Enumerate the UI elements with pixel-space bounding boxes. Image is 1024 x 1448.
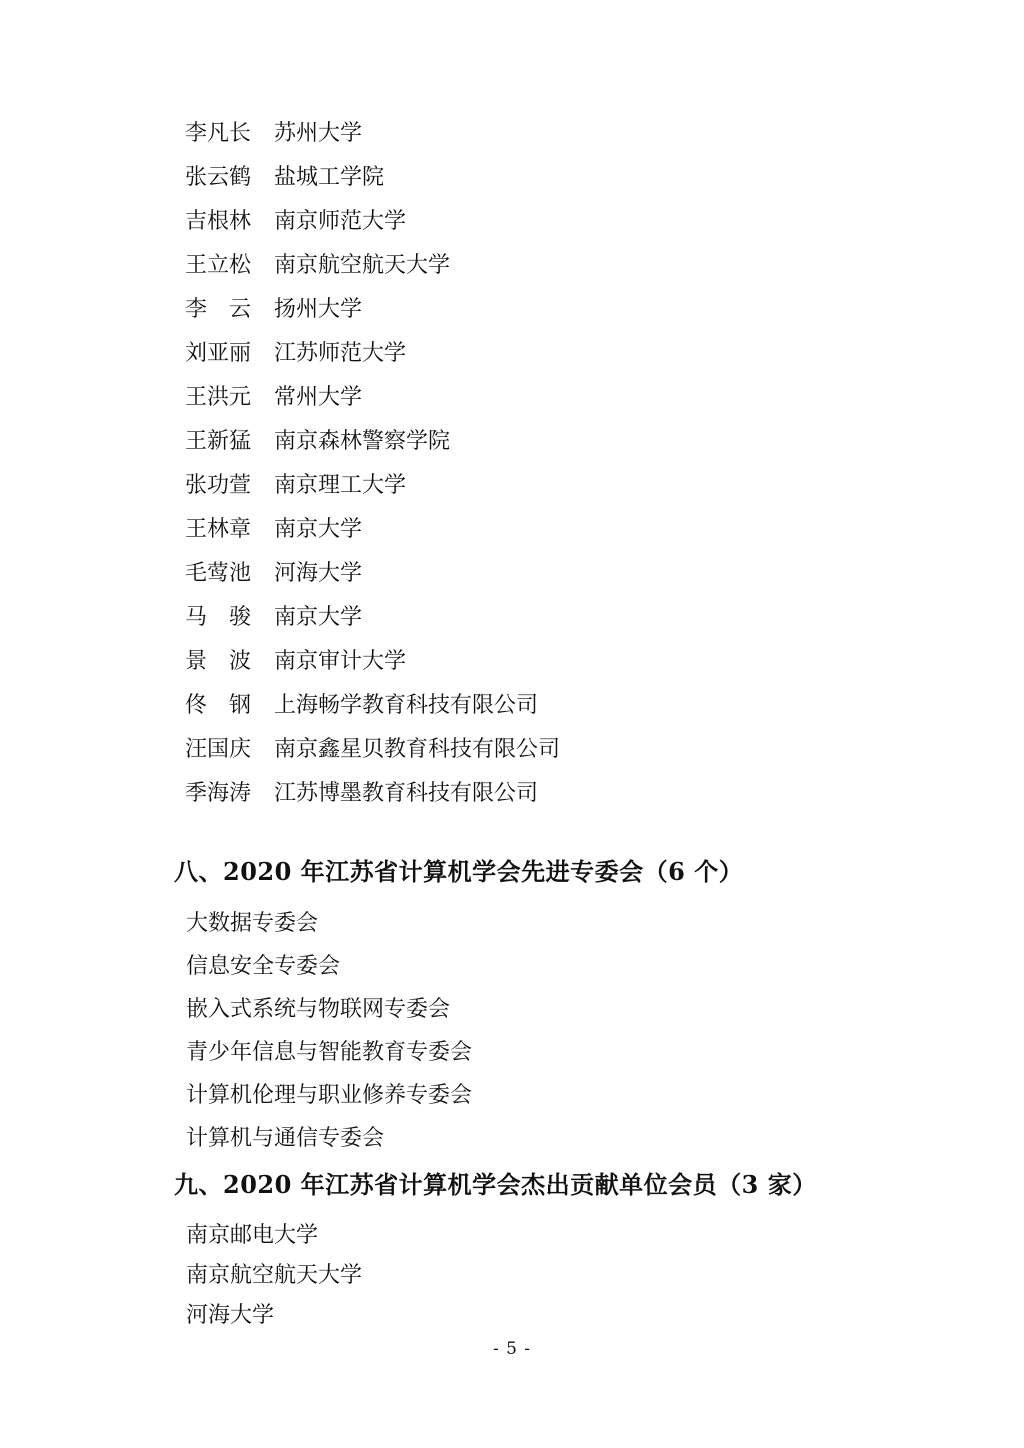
member-row (185, 376, 560, 420)
section-nine-heading: 九、2020 年江苏省计算机学会杰出贡献单位会员（3 家） (174, 1170, 817, 1199)
unit-member-item: 南京邮电大学 (186, 1223, 319, 1248)
member-list (185, 112, 560, 816)
committee-item: 青少年信息与智能教育专委会 (186, 1040, 473, 1065)
member-row (185, 772, 560, 816)
member-affiliation: 江苏博墨教育科技有限公司 (274, 781, 539, 806)
member-affiliation: 南京理工大学 (274, 473, 407, 498)
member-name: 李凡长 (185, 121, 252, 146)
committee-item: 嵌入式系统与物联网专委会 (186, 997, 451, 1022)
member-name: 吉根林 (185, 209, 252, 234)
member-row (185, 244, 560, 288)
member-row (185, 288, 560, 332)
member-affiliation: 南京大学 (274, 517, 363, 542)
section-eight-heading: 八、2020 年江苏省计算机学会先进专委会（6 个） (174, 857, 744, 886)
committee-item: 信息安全专委会 (186, 954, 341, 979)
member-name: 王新猛 (185, 429, 252, 454)
member-affiliation: 南京大学 (274, 605, 363, 630)
member-row (185, 508, 560, 552)
member-affiliation: 苏州大学 (274, 121, 363, 146)
member-name: 季海涛 (185, 781, 252, 806)
member-row (185, 156, 560, 200)
member-row (185, 332, 560, 376)
committee-item: 大数据专委会 (186, 911, 319, 936)
member-row (185, 464, 560, 508)
member-row (185, 640, 560, 684)
unit-member-list (186, 1216, 362, 1336)
member-row (185, 112, 560, 156)
member-affiliation: 盐城工学院 (274, 165, 385, 190)
member-name: 王立松 (185, 253, 252, 278)
unit-member-item: 河海大学 (186, 1303, 275, 1328)
member-affiliation: 南京鑫星贝教育科技有限公司 (274, 737, 561, 762)
member-row (185, 596, 560, 640)
member-affiliation: 河海大学 (274, 561, 363, 586)
member-affiliation: 南京航空航天大学 (274, 253, 451, 278)
committee-list (186, 902, 472, 1160)
member-name: 马 骏 (185, 605, 252, 630)
member-row (185, 684, 560, 728)
member-name: 毛莺池 (185, 561, 252, 586)
member-name: 李 云 (185, 297, 252, 322)
member-affiliation: 常州大学 (274, 385, 363, 410)
member-affiliation: 上海畅学教育科技有限公司 (274, 693, 539, 718)
unit-member-item: 南京航空航天大学 (186, 1263, 363, 1288)
page-number: - 5 - (492, 1339, 532, 1359)
member-affiliation: 江苏师范大学 (274, 341, 407, 366)
member-row (185, 728, 560, 772)
member-affiliation: 南京审计大学 (274, 649, 407, 674)
member-name: 刘亚丽 (185, 341, 252, 366)
member-row (185, 552, 560, 596)
member-name: 景 波 (185, 649, 252, 674)
member-name: 张功萱 (185, 473, 252, 498)
member-row (185, 420, 560, 464)
member-name: 汪国庆 (185, 737, 252, 762)
member-name: 佟 钢 (185, 693, 252, 718)
committee-item: 计算机伦理与职业修养专委会 (186, 1083, 473, 1108)
member-affiliation: 南京师范大学 (274, 209, 407, 234)
member-affiliation: 南京森林警察学院 (274, 429, 451, 454)
member-name: 王林章 (185, 517, 252, 542)
member-name: 王洪元 (185, 385, 252, 410)
committee-item: 计算机与通信专委会 (186, 1126, 385, 1151)
member-affiliation: 扬州大学 (274, 297, 363, 322)
member-name: 张云鹤 (185, 165, 252, 190)
member-row (185, 200, 560, 244)
